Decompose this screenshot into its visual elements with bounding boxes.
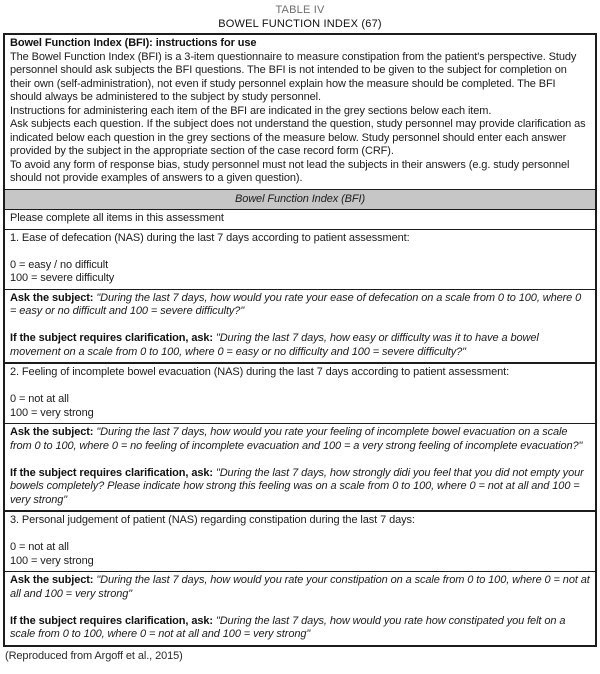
instructions-paragraph: To avoid any form of response bias, study personnel must not lead the subjects in their answers (e.g. study personnel should not provide examples of answers to a given question). bbox=[10, 158, 570, 184]
blank-line bbox=[10, 380, 590, 394]
item-anchor-low: 0 = not at all bbox=[10, 541, 69, 553]
item-question-text: 3. Personal judgement of patient (NAS) regarding constipation during the last 7 days: bbox=[10, 514, 415, 526]
ask-quote: "During the last 7 days, how would you rate your constipation on a scale from 0 to 100, where 0 = not at all and 100 = very strong" bbox=[10, 574, 590, 600]
item-anchor-high: 100 = severe difficulty bbox=[10, 272, 115, 284]
ask-quote: "During the last 7 days, how would you rate your feeling of incomplete bowel evacuation on a scale from 0 to 100, where 0 = no feeling of incomplete evacuation and 100 = a very strong feeling of incomplete evacuation?" bbox=[10, 426, 583, 452]
item-3-instructions-row bbox=[5, 571, 595, 645]
item-1-question-row bbox=[5, 229, 595, 289]
clarify-line bbox=[10, 615, 590, 642]
footer-source: (Reproduced from Argoff et al., 2015) bbox=[5, 649, 183, 662]
blank-line bbox=[10, 453, 590, 467]
blank-line bbox=[10, 319, 590, 333]
instructions-heading: Bowel Function Index (BFI): instructions for use bbox=[10, 37, 257, 49]
item-2-question-row bbox=[5, 362, 595, 423]
item-anchor-high: 100 = very strong bbox=[10, 406, 94, 419]
table-caption bbox=[0, 0, 600, 31]
clarify-label: If the subject requires clarification, ask: bbox=[10, 614, 213, 627]
item-question-text: 2. Feeling of incomplete bowel evacuation (NAS) during the last 7 days according to patient assessment: bbox=[10, 366, 510, 378]
ask-line bbox=[10, 426, 590, 453]
instructions-paragraph: The Bowel Function Index (BFI) is a 3-item questionnaire to measure constipation from the patient's perspective. Study personnel should ask subjects the BFI questions. The BFI is not intended to be given to the subject for completion on their own (self-administration), not even if study personnel explain how the measure should be completed. The BFI should always be administered to the subject by study personnel. bbox=[10, 50, 577, 103]
bfi-table bbox=[3, 33, 597, 647]
ask-label: Ask the subject: bbox=[10, 574, 94, 586]
table-number: TABLE IV bbox=[275, 4, 325, 16]
item-anchor-low: 0 = easy / no difficult bbox=[10, 258, 109, 271]
instructions-cell bbox=[5, 35, 595, 189]
assessment-note-row bbox=[5, 209, 595, 229]
clarify-label: If the subject requires clarification, ask: bbox=[10, 332, 213, 344]
blank-line bbox=[10, 528, 590, 542]
blank-line bbox=[10, 245, 590, 259]
item-question-text: 1. Ease of defecation (NAS) during the last 7 days according to patient assessment: bbox=[10, 231, 410, 244]
table-title: BOWEL FUNCTION INDEX (67) bbox=[218, 17, 382, 30]
clarify-quote: "During the last 7 days, how strongly didi you feel that you did not empty your bowels completely? Please indicate how strong this feeling was on a scale from 0 to 100, where 0 = not at all and 100 = very strong" bbox=[10, 466, 584, 506]
assessment-note-text: Please complete all items in this assessment bbox=[10, 212, 224, 224]
clarify-quote: "During the last 7 days, how easy or difficulty was it to have a bowel movement on a scale from 0 to 100, where 0 = easy or no difficulty and 100 = severe difficulty?" bbox=[10, 332, 539, 358]
ask-line bbox=[10, 574, 590, 601]
clarify-label: If the subject requires clarification, ask: bbox=[10, 466, 213, 479]
clarify-line bbox=[10, 467, 590, 508]
item-1-instructions-row bbox=[5, 289, 595, 363]
section-header-label: Bowel Function Index (BFI) bbox=[234, 192, 366, 205]
item-anchor-low: 0 = not at all bbox=[10, 393, 69, 405]
item-2-instructions-row bbox=[5, 423, 595, 510]
ask-label: Ask the subject: bbox=[10, 291, 94, 304]
instructions-paragraph: Ask subjects each question. If the subject does not understand the question, study personnel may provide clarification as indicated below each question in the grey sections of the measure below. Study personnel should enter each answer provided by the subject in the appropriate section of the case record form (CRF). bbox=[10, 118, 586, 157]
clarify-quote: "During the last 7 days, how would you rate how constipated you felt on a scale from 0 to 100, where 0 = not at all and 100 = very strong" bbox=[10, 614, 566, 640]
blank-line bbox=[10, 601, 590, 615]
ask-label: Ask the subject: bbox=[10, 426, 94, 438]
clarify-line bbox=[10, 332, 590, 359]
section-header-row bbox=[5, 189, 595, 210]
ask-quote: "During the last 7 days, how would you rate your ease of defecation on a scale from 0 to 100, where 0 = easy or no difficult and 100 = severe difficulty?" bbox=[10, 291, 582, 317]
item-anchor-high: 100 = very strong bbox=[10, 554, 94, 567]
ask-line bbox=[10, 292, 590, 319]
item-3-question-row bbox=[5, 510, 595, 571]
instructions-paragraph: Instructions for administering each item of the BFI are indicated in the grey sections below each item. bbox=[10, 104, 492, 117]
